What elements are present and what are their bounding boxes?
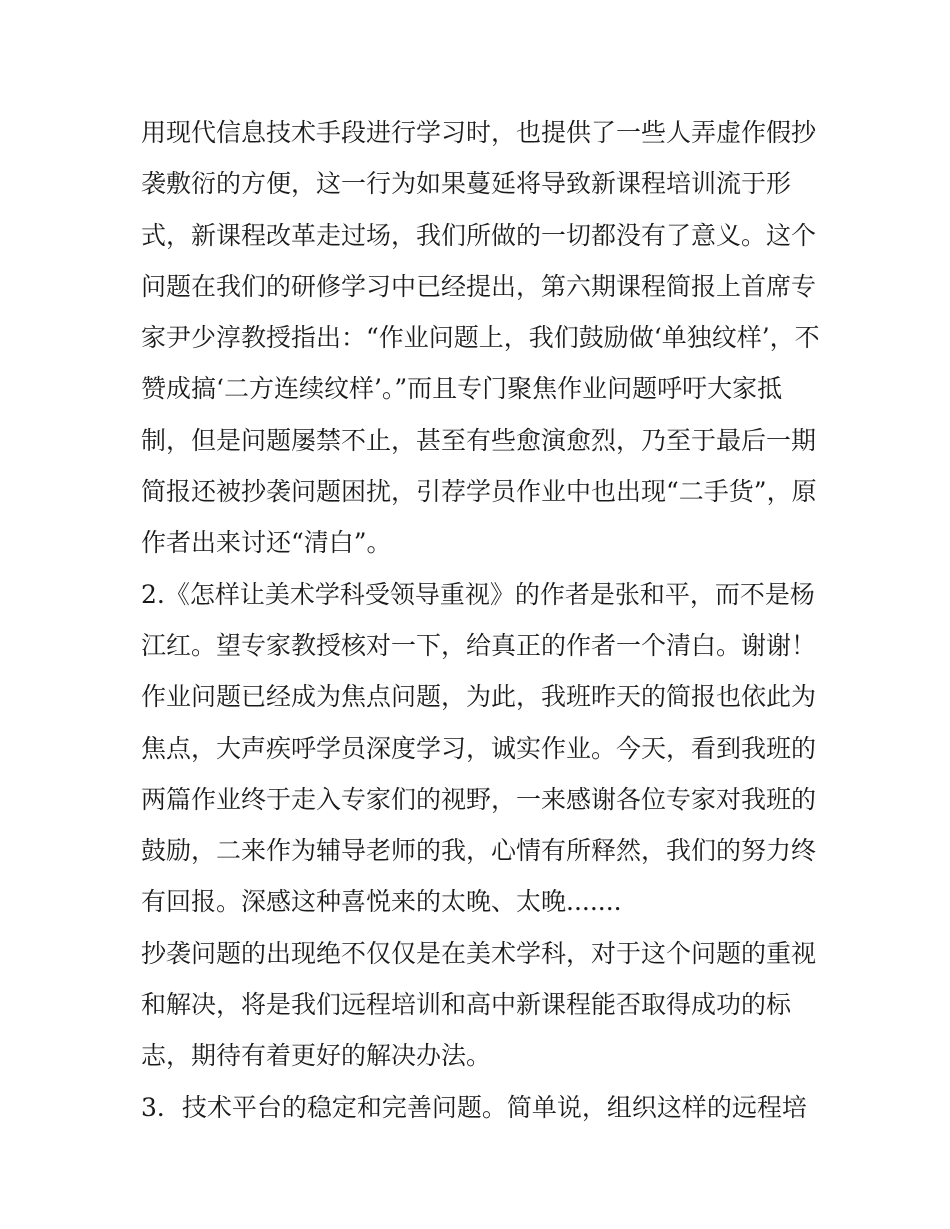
- text-line: 和解决，将是我们远程培训和高中新课程能否取得成功的标: [141, 990, 792, 1020]
- text-line: 抄袭问题的出现绝不仅仅是在美术学科，对于这个问题的重视: [141, 938, 817, 968]
- text-line: 简报还被抄袭问题困扰，引荐学员作业中也出现“二手货”，原: [141, 477, 817, 507]
- text-line: 志，期待有着更好的解决办法。: [141, 1041, 492, 1071]
- text-line: 作者出来讨还“清白”。: [141, 528, 392, 558]
- text-line: 赞成搞‘二方连续纹样’。”而且专门聚焦作业问题呼吁大家抵: [141, 374, 783, 404]
- text-line: 问题在我们的研修学习中已经提出，第六期课程简报上首席专: [141, 271, 817, 301]
- text-line: 式，新课程改革走过场，我们所做的一切都没有了意义。这个: [141, 220, 817, 250]
- text-line: 江红。望专家教授核对一下，给真正的作者一个清白。谢谢！: [141, 630, 817, 660]
- text-line: 鼓励，二来作为辅导老师的我，心情有所释然，我们的努力终: [141, 836, 817, 866]
- text-line: 3．技术平台的稳定和完善问题。简单说，组织这样的远程培: [141, 1092, 807, 1122]
- text-line: 用现代信息技术手段进行学习时，也提供了一些人弄虚作假抄: [141, 118, 817, 147]
- text-line: 制，但是问题屡禁不止，甚至有些愈演愈烈，乃至于最后一期: [141, 425, 817, 455]
- text-line: 作业问题已经成为焦点问题，为此，我班昨天的简报也依此为: [141, 682, 817, 712]
- text-line: 2.《怎样让美术学科受领导重视》的作者是张和平，而不是杨: [141, 579, 815, 609]
- document-body: [141, 107, 821, 1133]
- text-line: 有回报。深感这种喜悦来的太晚、太晚.......: [141, 887, 622, 917]
- text-line: 家尹少淳教授指出：“作业问题上，我们鼓励做‘单独纹样’，不: [141, 323, 820, 353]
- text-line: 袭敷衍的方便，这一行为如果蔓延将导致新课程培训流于形: [141, 169, 792, 199]
- text-line: 焦点，大声疾呼学员深度学习，诚实作业。今天，看到我班的: [141, 733, 817, 763]
- text-line: 两篇作业终于走入专家们的视野，一来感谢各位专家对我班的: [141, 784, 817, 814]
